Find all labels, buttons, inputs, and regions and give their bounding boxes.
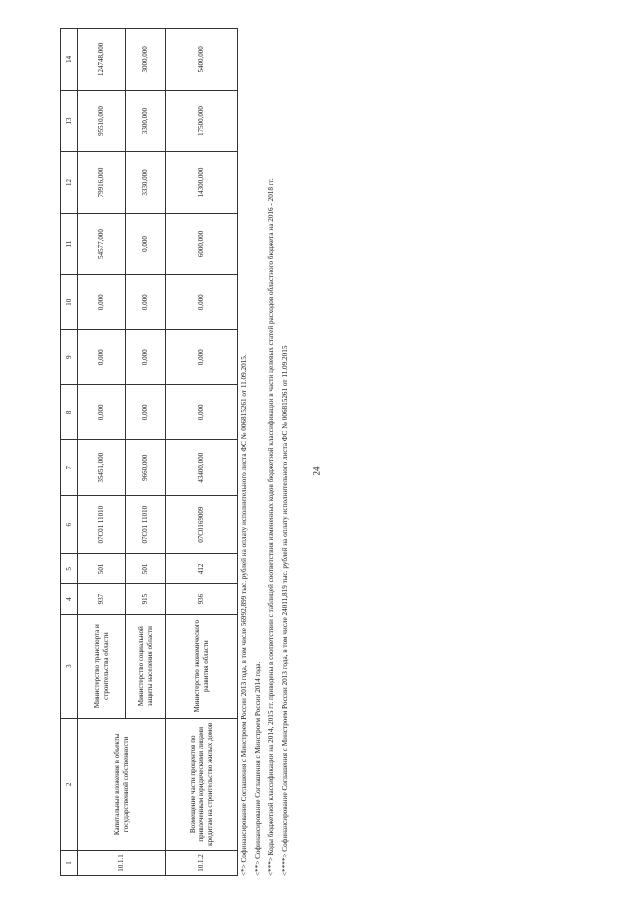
cell: 124748,000 xyxy=(78,29,126,91)
col-header: 3 xyxy=(61,614,78,718)
cell: 35451,000 xyxy=(78,440,126,496)
table-row xyxy=(166,29,238,876)
cell: 0,000 xyxy=(166,275,238,330)
col-header: 8 xyxy=(61,385,78,440)
col-header: 2 xyxy=(61,718,78,850)
cell: 9660,000 xyxy=(126,440,166,496)
page-number: 24 xyxy=(311,466,322,476)
cell: 79916,000 xyxy=(78,152,126,213)
cell: 07С0169009 xyxy=(166,496,238,554)
cell: 3330,000 xyxy=(126,152,166,213)
footnote: <**> Софинансирование Соглашения с Минстроем России 2014 года. xyxy=(253,661,262,876)
col-header: 14 xyxy=(61,29,78,91)
col-header: 12 xyxy=(61,152,78,213)
cell: 501 xyxy=(126,554,166,584)
cell: 0,000 xyxy=(126,385,166,440)
cell: 0,000 xyxy=(78,330,126,385)
ministry-cell: Министерство экономического развития области xyxy=(166,614,238,718)
ministry-cell: Министерство социальной защиты населения области xyxy=(126,614,166,718)
row-id: 10.1.1 xyxy=(78,851,166,876)
cell: 17500,000 xyxy=(166,90,238,151)
cell: 0,000 xyxy=(126,275,166,330)
cell: 3000,000 xyxy=(126,29,166,91)
budget-table xyxy=(60,28,238,876)
footnote: <****> Софинансирование Соглашения с Минстроем России 2013 года, в том числе 24011,819 тыс. рублей на оплату исполнительного листа ФС № 006815261 от 11.09.2015 xyxy=(281,345,290,876)
col-header: 11 xyxy=(61,213,78,274)
cell: 915 xyxy=(126,584,166,614)
col-header: 6 xyxy=(61,496,78,554)
footnote: <*> Софинансирование Соглашения с Минстроем России 2013 года, в том числе 56992,899 тыс. рублей на оплату исполнительного листа ФС № 006815261 от 11.09.2015. xyxy=(240,354,248,876)
col-header: 4 xyxy=(61,584,78,614)
cell: 0,000 xyxy=(166,385,238,440)
table-header-row xyxy=(61,29,78,876)
cell: 3300,000 xyxy=(126,90,166,151)
row-name: Капитальные вложения в объекты государственной собственности xyxy=(78,718,166,850)
cell: 95510,000 xyxy=(78,90,126,151)
col-header: 5 xyxy=(61,554,78,584)
table-row xyxy=(78,29,126,876)
col-header: 7 xyxy=(61,440,78,496)
cell: 501 xyxy=(78,554,126,584)
cell: 5400,000 xyxy=(166,29,238,91)
col-header: 1 xyxy=(61,851,78,876)
footnote: <***> Коды бюджетной классификации на 2014, 2015 гг. приведены в соответствии с таблицей соответствия измененных кодов бюджетной классификации в части целевых статей расходов областного бюджета на 2016 - 2018 гг. xyxy=(267,178,276,876)
col-header: 9 xyxy=(61,330,78,385)
cell: 43400,000 xyxy=(166,440,238,496)
cell: 6000,000 xyxy=(166,213,238,274)
rotated-page-content xyxy=(8,0,608,896)
col-header: 10 xyxy=(61,275,78,330)
cell: 14300,000 xyxy=(166,152,238,213)
footnotes xyxy=(240,16,295,876)
ministry-cell: Министерство транспорта и строительства области xyxy=(78,614,126,718)
cell: 412 xyxy=(166,554,238,584)
cell: 936 xyxy=(166,584,238,614)
cell: 07С01 11010 xyxy=(126,496,166,554)
cell: 0,000 xyxy=(78,275,126,330)
cell: 07С01 11010 xyxy=(78,496,126,554)
cell: 0,000 xyxy=(78,385,126,440)
col-header: 13 xyxy=(61,90,78,151)
cell: 0,000 xyxy=(126,213,166,274)
cell: 0,000 xyxy=(166,330,238,385)
row-id: 10.1.2 xyxy=(166,851,238,876)
row-name: Возмещение части процентов по привлеченным юридическими лицами кредитам на строительство жилых домов xyxy=(166,718,238,850)
cell: 937 xyxy=(78,584,126,614)
cell: 0,000 xyxy=(126,330,166,385)
cell: 54577,000 xyxy=(78,213,126,274)
